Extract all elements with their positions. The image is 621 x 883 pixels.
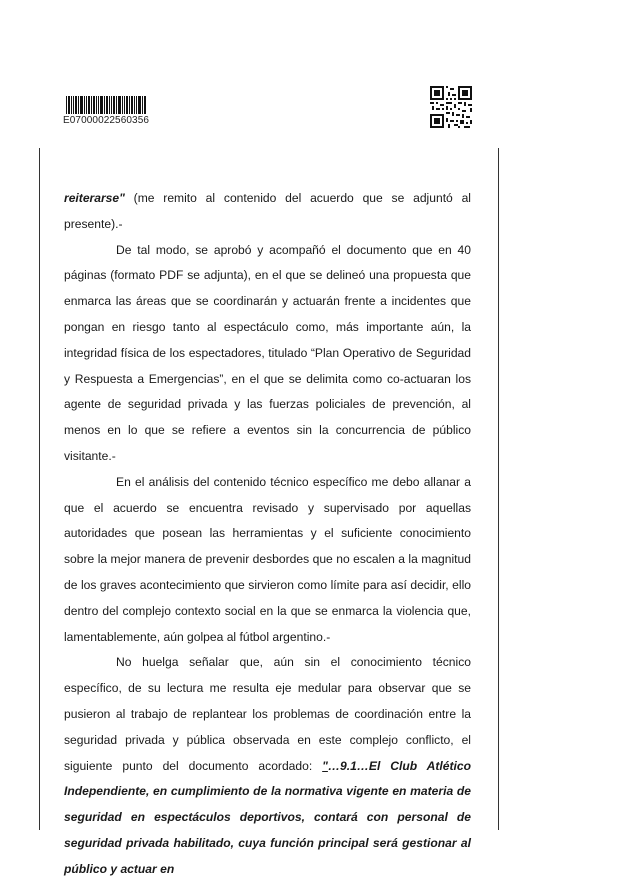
right-margin-line (498, 148, 499, 830)
quote-open: " (322, 758, 328, 773)
left-margin-line (39, 148, 40, 830)
quote-end: reiterarse" (64, 191, 125, 205)
paragraph-2: En el análisis del contenido técnico específico me debo allanar a que el acuerdo se encuentra revisado y supervisado por aquellas autoridades que posean las herramientas y el suficiente conocimiento sobre la mejor manera de prevenir desbordes que no escalen a la magnitud de los graves acontecimiento que sirvieron como límite para así decidir, ello dentro del complejo contexto social en la que se enmarca la violencia que, lamentablemente, aún golpea al fútbol argentino.- (64, 474, 471, 644)
barcode (66, 96, 146, 114)
qr-code-icon (430, 86, 472, 128)
barcode-number: E07000022560356 (63, 115, 150, 126)
document-body (64, 186, 471, 883)
paragraph-0 (64, 186, 471, 238)
paragraph-0-rest: (me remito al contenido del acuerdo que se adjuntó al presente).- (64, 191, 471, 231)
paragraph-3-text: No huelga señalar que, aún sin el conocimiento técnico específico, de su lectura me resulta eje medular para observar que se pusieron al trabajo de replantear los problemas de coordinación entre la seguridad privada y pública observada en este complejo conflicto, el siguiente punto del documento acordado: (64, 655, 471, 773)
quoted-clause: …9.1…El Club Atlético Independiente, en cumplimiento de la normativa vigente en materia de seguridad en espectáculos deportivos, contará con personal de seguridad privada habilitado, cuya función principal será gestionar al público y actuar en (64, 758, 471, 876)
paragraph-1: De tal modo, se aprobó y acompañó el documento que en 40 páginas (formato PDF se adjunta), en el que se delineó una propuesta que enmarca las áreas que se coordinarán y actuarán frente a incidentes que pongan en riesgo tanto al espectáculo como, más importante aún, la integridad física de los espectadores, titulado “Plan Operativo de Seguridad y Respuesta a Emergencias”, en el que se delimita como co-actuaran los agente de seguridad privada y las fuerzas policiales de prevención, al menos en lo que se refiere a eventos sin la concurrencia de público visitante.- (64, 242, 471, 463)
